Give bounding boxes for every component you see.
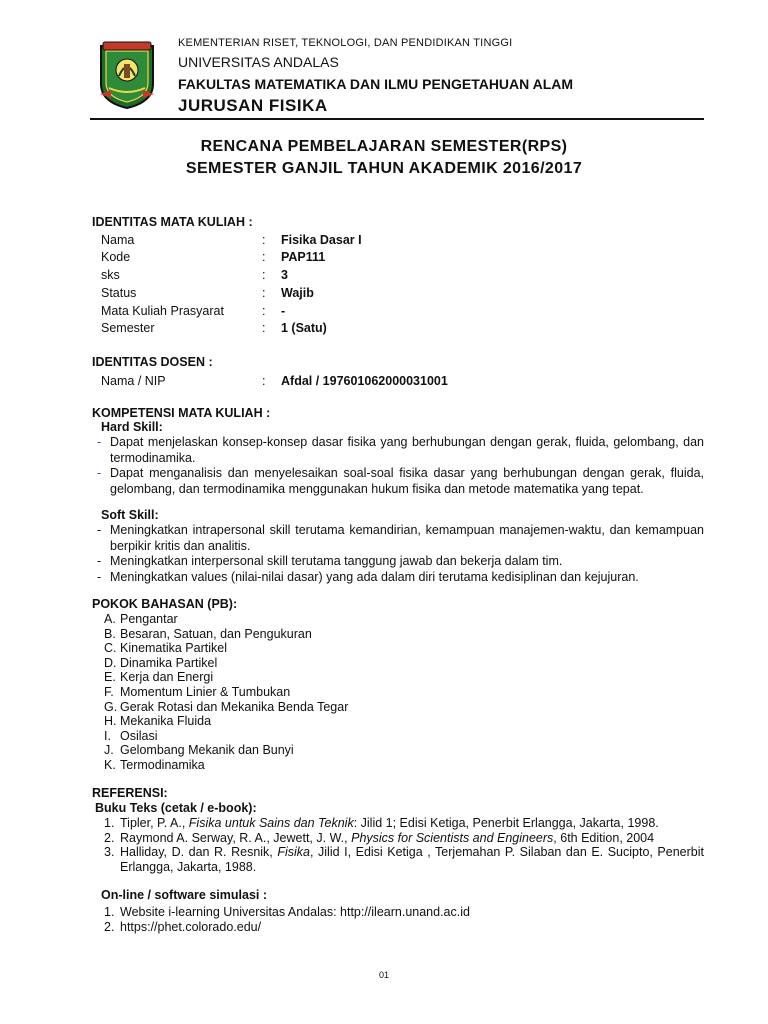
reference-title: Fisika untuk Sains dan Teknik	[188, 816, 354, 830]
reference-details: : Jilid 1; Edisi Ketiga, Penerbit Erlangga, Jakarta, 1998.	[353, 816, 659, 830]
competence-heading: KOMPETENSI MATA KULIAH :	[92, 406, 271, 420]
course-prerequisite-value: -	[281, 304, 286, 318]
topics-list	[104, 612, 704, 773]
course-name-value: Fisika Dasar I	[281, 233, 362, 247]
list-marker: 3.	[104, 845, 115, 860]
list-marker: F.	[104, 684, 114, 699]
list-item	[104, 920, 704, 935]
list-item	[104, 831, 704, 846]
topic-text: Mekanika Fluida	[120, 714, 212, 729]
textbooks-list	[104, 816, 704, 874]
course-status-label: Status	[101, 286, 137, 300]
online-label: On-line / software simulasi :	[101, 888, 268, 902]
header-divider	[90, 118, 704, 120]
soft-skill-list	[97, 523, 704, 585]
list-item	[104, 743, 704, 758]
online-reference-text: Website i-learning Universitas Andalas: http://ilearn.unand.ac.id	[120, 905, 470, 919]
list-item: - Meningkatkan values (nilai-nilai dasar) yang ada dalam diri terutama kedisiplinan dan kejujuran.	[97, 570, 704, 586]
course-semester-colon: :	[262, 321, 266, 335]
list-item	[104, 656, 704, 671]
faculty-name: FAKULTAS MATEMATIKA DAN ILMU PENGETAHUAN ALAM	[178, 76, 574, 92]
list-marker: D.	[104, 655, 117, 670]
list-item	[104, 612, 704, 627]
list-item	[104, 641, 704, 656]
hard-skill-list	[97, 435, 704, 497]
course-credits-value: 3	[281, 268, 288, 282]
list-item	[104, 627, 704, 642]
course-identity-heading: IDENTITAS MATA KULIAH :	[92, 215, 253, 229]
soft-skill-label: Soft Skill:	[101, 508, 159, 522]
list-item	[104, 758, 704, 773]
list-item: - Meningkatkan intrapersonal skill terutama kemandirian, kemampuan manajemen-waktu, dan kemampuan berpikir kritis dan analitis.	[97, 523, 704, 554]
document-subtitle: SEMESTER GANJIL TAHUN AKADEMIK 2016/2017	[185, 160, 583, 177]
list-item	[104, 670, 704, 685]
list-marker: 2.	[104, 830, 115, 845]
topics-heading: POKOK BAHASAN (PB):	[92, 597, 238, 611]
list-item	[104, 816, 704, 831]
topic-text: Gelombang Mekanik dan Bunyi	[120, 743, 294, 758]
reference-details: , Jilid I, Edisi Ketiga , Terjemahan P. Silaban dan E. Sucipto, Penerbit Erlangga, Jakarta, 1988.	[120, 845, 704, 874]
list-item: - Dapat menganalisis dan menyelesaikan soal-soal fisika dasar yang berhubungan dengan gerak, fluida, gelombang, dan termodinamika menggunakan hukum fisika dan metode matematika yang tepat.	[97, 466, 704, 497]
online-reference-text: https://phet.colorado.edu/	[120, 919, 262, 934]
list-item	[104, 714, 704, 729]
list-marker: 1.	[104, 816, 115, 830]
course-credits-label: sks	[101, 268, 120, 282]
list-marker: 1.	[104, 905, 115, 919]
course-code-value: PAP111	[281, 250, 326, 264]
course-semester-label: Semester	[101, 321, 155, 335]
topic-text: Kinematika Partikel	[120, 641, 227, 656]
topic-text: Dinamika Partikel	[120, 655, 218, 670]
list-item	[104, 729, 704, 744]
lecturer-value: Afdal / 197601062000031001	[281, 374, 448, 388]
list-item	[104, 685, 704, 700]
online-list	[104, 905, 704, 934]
lecturer-colon: :	[262, 374, 266, 388]
hard-skill-label: Hard Skill:	[101, 420, 163, 434]
course-name-colon: :	[262, 233, 266, 247]
reference-authors: Halliday, D. dan R. Resnik,	[120, 845, 278, 860]
topic-text: Osilasi	[120, 728, 158, 743]
list-marker: B.	[104, 626, 116, 641]
list-marker: H.	[104, 714, 117, 729]
topic-text: Momentum Linier & Tumbukan	[120, 684, 291, 699]
list-marker: C.	[104, 641, 117, 656]
ministry-name: KEMENTERIAN RISET, TEKNOLOGI, DAN PENDIDIKAN TINGGI	[178, 37, 513, 49]
course-prerequisite-label: Mata Kuliah Prasyarat	[101, 304, 224, 318]
page-number: 01	[378, 970, 389, 980]
textbooks-label: Buku Teks (cetak / e-book):	[95, 801, 257, 815]
course-name-label: Nama	[101, 233, 135, 247]
reference-title: Physics for Scientists and Engineers	[351, 830, 554, 845]
reference-details: , 6th Edition, 2004	[553, 830, 655, 845]
list-item	[104, 905, 704, 920]
list-item	[104, 700, 704, 715]
lecturer-label: Nama / NIP	[101, 374, 166, 388]
document-title: RENCANA PEMBELAJARAN SEMESTER(RPS)	[200, 138, 568, 155]
list-marker: E.	[104, 670, 116, 685]
list-marker: K.	[104, 757, 116, 772]
list-item: - Meningkatkan interpersonal skill terutama tanggung jawab dan bekerja dalam tim.	[97, 554, 704, 570]
reference-authors: Raymond A. Serway, R. A., Jewett, J. W.,	[120, 830, 352, 845]
list-item: - Dapat menjelaskan konsep-konsep dasar fisika yang berhubungan dengan gerak, fluida, gelombang, dan termodinamika.	[97, 435, 704, 466]
list-marker: G.	[104, 699, 118, 714]
course-prerequisite-colon: :	[262, 304, 266, 318]
course-credits-colon: :	[262, 268, 266, 282]
list-marker: I.	[104, 728, 111, 743]
topic-text: Gerak Rotasi dan Mekanika Benda Tegar	[120, 699, 349, 714]
department-name: JURUSAN FISIKA	[178, 96, 328, 115]
list-marker: A.	[104, 612, 116, 626]
course-status-colon: :	[262, 286, 266, 300]
course-code-label: Kode	[101, 250, 131, 264]
topic-text: Kerja dan Energi	[120, 670, 214, 685]
references-heading: REFERENSI:	[92, 786, 168, 800]
course-semester-value: 1 (Satu)	[281, 321, 327, 335]
topic-text: Pengantar	[120, 612, 178, 626]
lecturer-identity-heading: IDENTITAS DOSEN :	[92, 355, 213, 369]
reference-title: Fisika	[277, 845, 310, 860]
list-marker: 2.	[104, 919, 115, 934]
course-status-value: Wajib	[281, 286, 314, 300]
topic-text: Besaran, Satuan, dan Pengukuran	[120, 626, 312, 641]
list-item	[104, 845, 704, 874]
university-name: UNIVERSITAS ANDALAS	[178, 54, 339, 70]
reference-authors: Tipler, P. A.,	[120, 816, 189, 830]
course-code-colon: :	[262, 250, 266, 264]
university-logo-icon	[97, 40, 157, 110]
list-marker: J.	[104, 743, 114, 758]
topic-text: Termodinamika	[120, 757, 205, 772]
